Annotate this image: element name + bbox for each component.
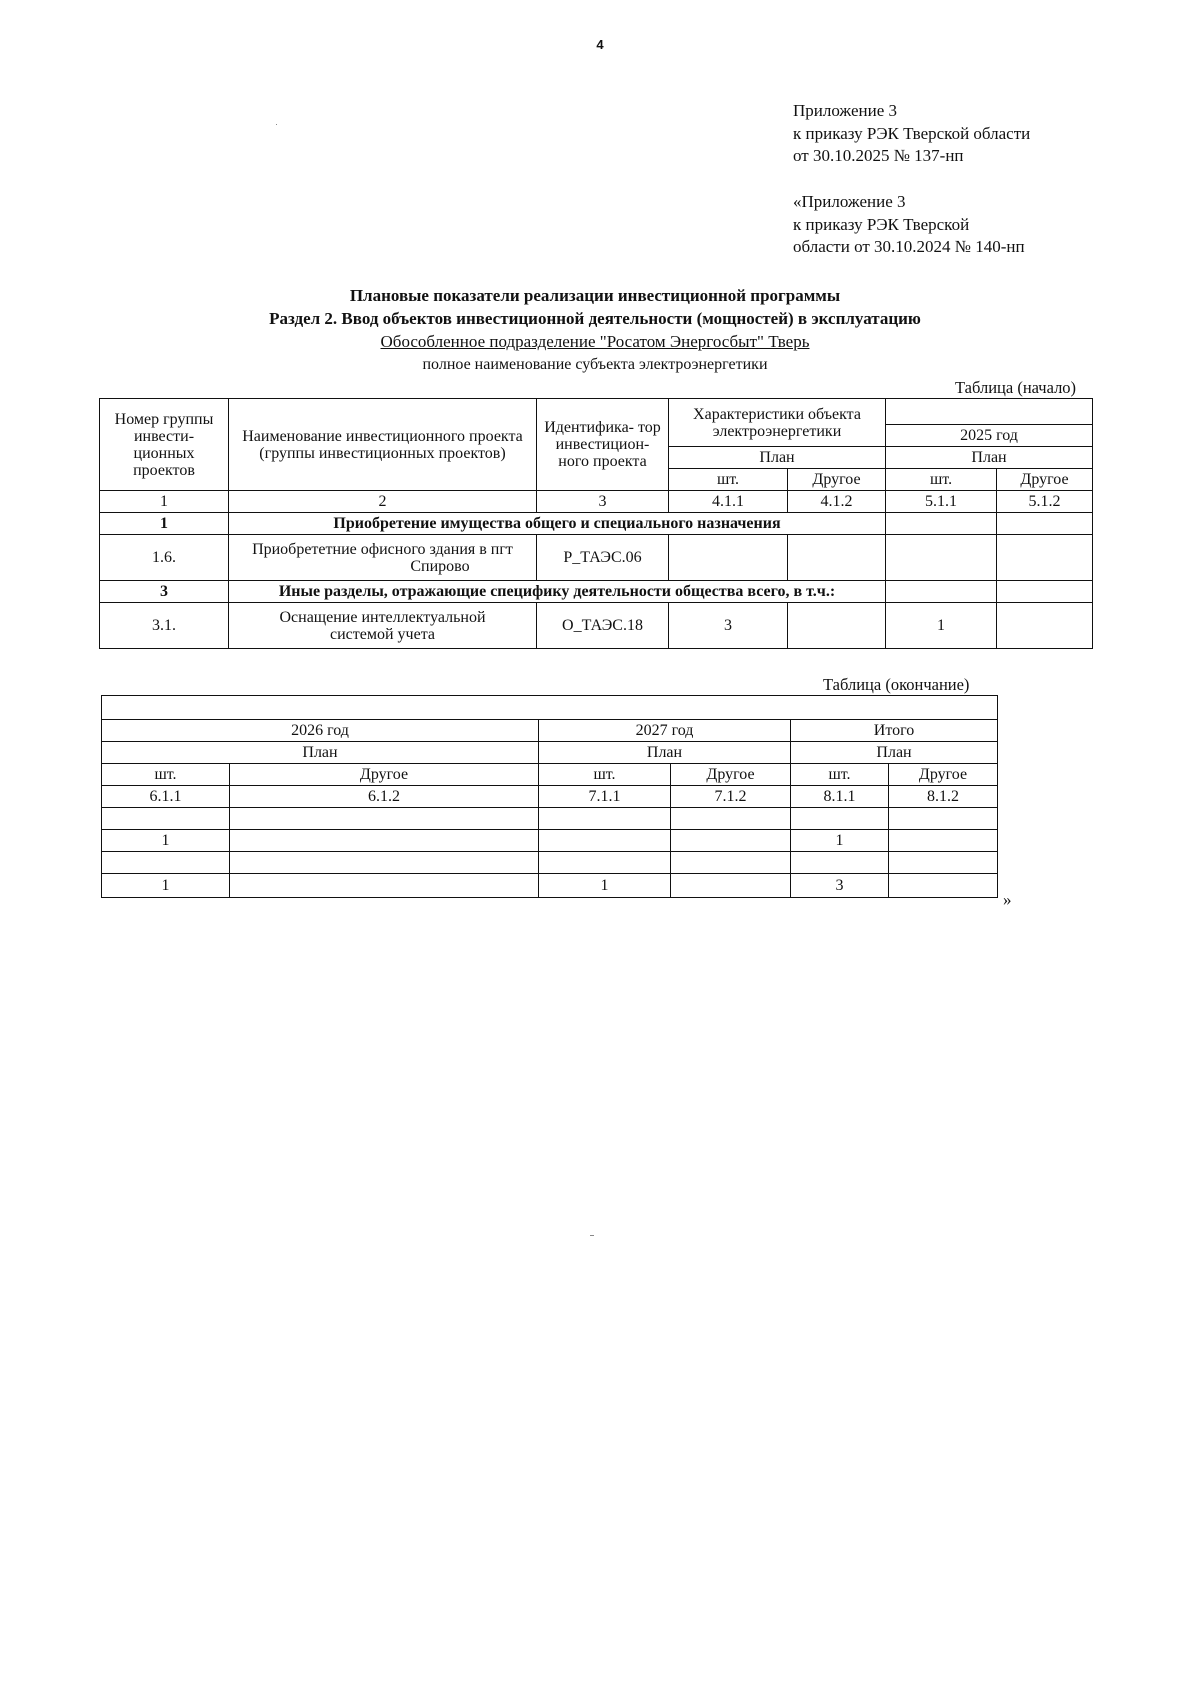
cell xyxy=(791,808,889,830)
header-blank xyxy=(102,696,998,720)
appendix-current-line: к приказу РЭК Тверской области xyxy=(793,123,1031,143)
cell: 1 xyxy=(791,830,889,852)
table-row xyxy=(102,874,998,898)
table-row xyxy=(100,513,1093,535)
header-other: Другое xyxy=(671,764,791,786)
column-number: 4.1.1 xyxy=(669,491,788,513)
cell xyxy=(671,808,791,830)
column-number: 1 xyxy=(100,491,229,513)
cell xyxy=(889,874,998,898)
cell xyxy=(791,852,889,874)
header-plan: План xyxy=(886,447,1093,469)
cell: 1 xyxy=(102,874,230,898)
cell xyxy=(230,808,539,830)
column-number: 5.1.1 xyxy=(886,491,997,513)
column-number: 6.1.2 xyxy=(230,786,539,808)
table-row xyxy=(102,830,998,852)
table1-caption: Таблица (начало) xyxy=(955,378,1077,397)
cell xyxy=(997,513,1093,535)
entity-name: Обособленное подразделение "Росатом Энергосбыт" Тверь xyxy=(380,332,810,351)
scan-speck xyxy=(590,1235,594,1236)
table2-caption: Таблица (окончание) xyxy=(823,675,970,694)
cell xyxy=(671,874,791,898)
header-units: шт. xyxy=(791,764,889,786)
section-name: Приобретение имущества общего и специального назначения xyxy=(229,513,886,535)
column-number: 8.1.2 xyxy=(889,786,998,808)
project-name xyxy=(229,535,537,581)
column-number: 8.1.1 xyxy=(791,786,889,808)
header-total: Итого xyxy=(791,720,998,742)
column-number: 3 xyxy=(537,491,669,513)
cell xyxy=(788,603,886,649)
row-number: 1 xyxy=(100,513,229,535)
project-name-line: системой учета xyxy=(330,625,435,643)
column-number: 4.1.2 xyxy=(788,491,886,513)
section-name: Иные разделы, отражающие специфику деятельности общества всего, в т.ч.: xyxy=(229,581,886,603)
appendix-current-line: Приложение 3 xyxy=(793,101,897,120)
cell: 1 xyxy=(886,603,997,649)
cell xyxy=(788,535,886,581)
scan-speck xyxy=(276,124,277,125)
column-number: 6.1.1 xyxy=(102,786,230,808)
row-number: 3.1. xyxy=(100,603,229,649)
cell xyxy=(886,535,997,581)
cell xyxy=(886,513,997,535)
column-number: 5.1.2 xyxy=(997,491,1093,513)
cell xyxy=(997,581,1093,603)
cell xyxy=(102,808,230,830)
table-row xyxy=(100,535,1093,581)
header-year-2026: 2026 год xyxy=(102,720,539,742)
header-units: шт. xyxy=(102,764,230,786)
header-other: Другое xyxy=(889,764,998,786)
cell xyxy=(671,830,791,852)
header-plan: План xyxy=(539,742,791,764)
column-number-row xyxy=(102,786,998,808)
header-units: шт. xyxy=(669,469,788,491)
header-characteristics: Характеристики объекта электроэнергетики xyxy=(669,399,886,447)
table-row xyxy=(100,603,1093,649)
cell xyxy=(539,852,671,874)
closing-quote: » xyxy=(1003,890,1012,909)
document-title: Плановые показатели реализации инвестиционной программы xyxy=(349,286,841,305)
project-name-line: Спирово xyxy=(410,557,470,575)
cell: 1 xyxy=(102,830,230,852)
table-row xyxy=(102,808,998,830)
column-number: 2 xyxy=(229,491,537,513)
cell xyxy=(997,603,1093,649)
cell xyxy=(539,830,671,852)
cell: 3 xyxy=(791,874,889,898)
project-identifier: Р_ТАЭС.06 xyxy=(537,535,669,581)
section-title: Раздел 2. Ввод объектов инвестиционной деятельности (мощностей) в эксплуатацию xyxy=(269,309,921,328)
page-number: 4 xyxy=(596,37,604,52)
row-number: 3 xyxy=(100,581,229,603)
cell xyxy=(997,535,1093,581)
header-other: Другое xyxy=(997,469,1093,491)
cell xyxy=(671,852,791,874)
cell xyxy=(889,852,998,874)
header-year-2025: 2025 год xyxy=(886,425,1093,447)
project-name-line: Приобрететние офисного здания в пгт xyxy=(252,540,513,558)
cell xyxy=(889,808,998,830)
header-plan: План xyxy=(669,447,886,469)
header-group-no: Номер группы инвести- ционных проектов xyxy=(100,399,229,491)
project-name-line: Оснащение интеллектуальной xyxy=(279,608,486,626)
column-number-row xyxy=(100,491,1093,513)
header-units: шт. xyxy=(539,764,671,786)
investment-table-end xyxy=(101,695,998,898)
cell xyxy=(889,830,998,852)
header-blank xyxy=(886,399,1093,425)
cell: 3 xyxy=(669,603,788,649)
cell: 1 xyxy=(539,874,671,898)
header-other: Другое xyxy=(230,764,539,786)
row-number: 1.6. xyxy=(100,535,229,581)
document-heading xyxy=(90,284,1100,376)
investment-table-start xyxy=(99,398,1093,649)
appendix-previous-line: «Приложение 3 xyxy=(793,192,906,211)
appendix-previous xyxy=(793,191,1025,259)
header-units: шт. xyxy=(886,469,997,491)
cell xyxy=(539,808,671,830)
header-other: Другое xyxy=(788,469,886,491)
table-row xyxy=(100,581,1093,603)
column-number: 7.1.1 xyxy=(539,786,671,808)
appendix-previous-line: к приказу РЭК Тверской xyxy=(793,214,970,234)
table-row xyxy=(102,852,998,874)
header-identifier: Идентифика- тор инвестицион- ного проекта xyxy=(537,399,669,491)
appendix-previous-line: области от 30.10.2024 № 140-нп xyxy=(793,237,1025,256)
cell xyxy=(669,535,788,581)
header-year-2027: 2027 год xyxy=(539,720,791,742)
cell xyxy=(102,852,230,874)
entity-caption: полное наименование субъекта электроэнергетики xyxy=(422,356,768,373)
cell xyxy=(230,874,539,898)
appendix-current xyxy=(793,100,1030,168)
header-plan: План xyxy=(791,742,998,764)
cell xyxy=(230,852,539,874)
cell xyxy=(230,830,539,852)
appendix-current-line: от 30.10.2025 № 137-нп xyxy=(793,146,964,165)
header-project-name: Наименование инвестиционного проекта (группы инвестиционных проектов) xyxy=(229,399,537,491)
cell xyxy=(886,581,997,603)
column-number: 7.1.2 xyxy=(671,786,791,808)
project-identifier: О_ТАЭС.18 xyxy=(537,603,669,649)
project-name xyxy=(229,603,537,649)
header-plan: План xyxy=(102,742,539,764)
